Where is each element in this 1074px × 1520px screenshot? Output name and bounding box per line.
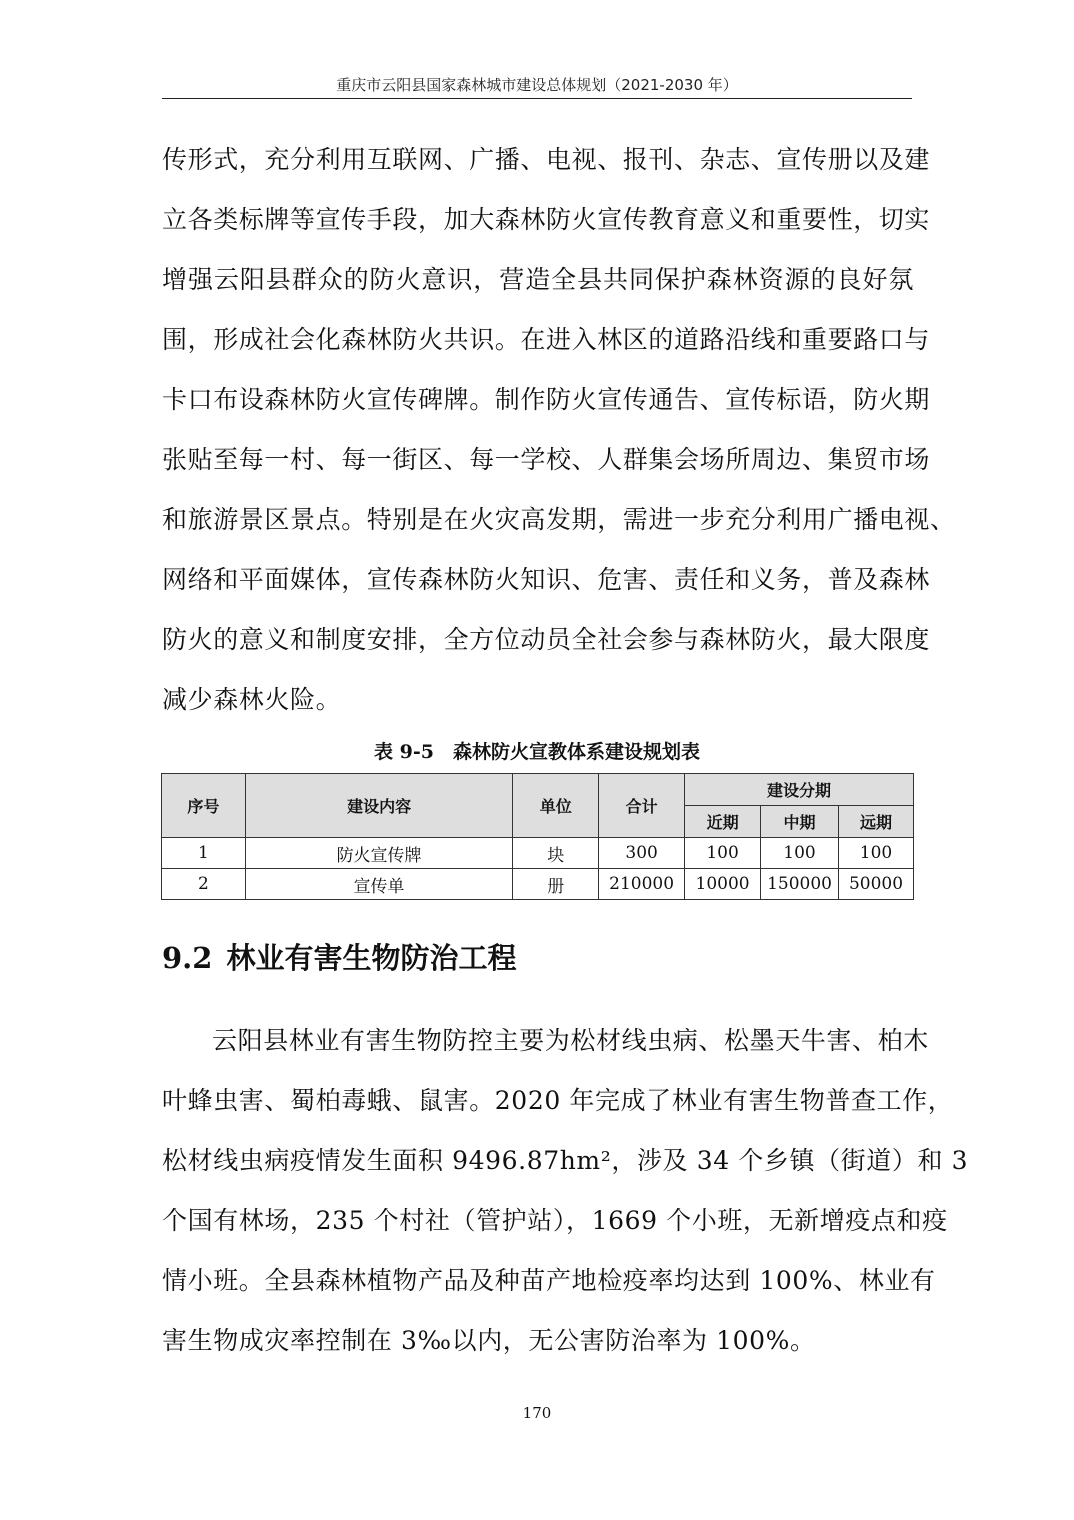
paragraph-pest-control <box>162 1011 969 1371</box>
cell-seq: 1 <box>162 838 246 869</box>
cell-unit: 块 <box>513 838 599 869</box>
cell-mid: 100 <box>761 838 839 869</box>
text-line: 个国有林场，235 个村社（管护站），1669 个小班，无新增疫点和疫 <box>162 1206 948 1235</box>
header-near: 近期 <box>685 806 761 838</box>
table-row <box>162 838 914 869</box>
paragraph-fire-publicity <box>162 130 956 730</box>
header-total: 合计 <box>599 774 685 838</box>
section-title-text: 林业有害生物防治工程 <box>226 941 517 975</box>
table-caption: 表 9-5 森林防火宣教体系建设规划表 <box>374 741 700 763</box>
text-line: 立各类标牌等宣传手段，加大森林防火宣传教育意义和重要性，切实 <box>162 205 931 234</box>
text-line: 传形式，充分利用互联网、广播、电视、报刊、杂志、宣传册以及建 <box>162 145 931 174</box>
text-line: 减少森林火险。 <box>162 685 342 714</box>
section-heading <box>162 935 516 981</box>
header-mid: 中期 <box>761 806 839 838</box>
header-unit: 单位 <box>513 774 599 838</box>
text-line: 卡口布设森林防火宣传碑牌。制作防火宣传通告、宣传标语，防火期 <box>162 385 931 414</box>
header-rule <box>162 98 912 99</box>
text-line: 云阳县林业有害生物防控主要为松材线虫病、松墨天牛害、柏木 <box>212 1026 929 1055</box>
cell-near: 100 <box>685 838 761 869</box>
running-header: 重庆市云阳县国家森林城市建设总体规划（2021-2030 年） <box>336 76 738 94</box>
cell-far: 50000 <box>839 869 914 900</box>
fire-education-plan-table <box>161 773 914 900</box>
text-line: 围，形成社会化森林防火共识。在进入林区的道路沿线和重要路口与 <box>162 325 931 354</box>
text-line: 情小班。全县森林植物产品及种苗产地检疫率均达到 100%、林业有 <box>162 1266 936 1295</box>
text-line: 害生物成灾率控制在 3‰以内，无公害防治率为 100%。 <box>162 1326 816 1355</box>
table-row <box>162 869 914 900</box>
header-phase: 建设分期 <box>685 774 914 806</box>
cell-mid: 150000 <box>761 869 839 900</box>
cell-content: 防火宣传牌 <box>245 838 512 869</box>
text-line: 网络和平面媒体，宣传森林防火知识、危害、责任和义务，普及森林 <box>162 565 931 594</box>
cell-far: 100 <box>839 838 914 869</box>
cell-unit: 册 <box>513 869 599 900</box>
text-line: 增强云阳县群众的防火意识，营造全县共同保护森林资源的良好氛 <box>162 265 914 294</box>
cell-near: 10000 <box>685 869 761 900</box>
header-far: 远期 <box>839 806 914 838</box>
text-line: 张贴至每一村、每一街区、每一学校、人群集会场所周边、集贸市场 <box>162 445 931 474</box>
cell-seq: 2 <box>162 869 246 900</box>
cell-total: 300 <box>599 838 685 869</box>
text-line: 叶蜂虫害、蜀柏毒蛾、鼠害。2020 年完成了林业有害生物普查工作， <box>162 1086 954 1115</box>
section-number: 9.2 <box>162 941 213 975</box>
text-line: 松材线虫病疫情发生面积 9496.87hm²，涉及 34 个乡镇（街道）和 3 <box>162 1146 969 1175</box>
cell-content: 宣传单 <box>245 869 512 900</box>
text-line: 防火的意义和制度安排，全方位动员全社会参与森林防火，最大限度 <box>162 625 931 654</box>
page-number: 170 <box>522 1404 552 1422</box>
cell-total: 210000 <box>599 869 685 900</box>
text-line: 和旅游景区景点。特别是在火灾高发期，需进一步充分利用广播电视、 <box>162 505 956 534</box>
header-content: 建设内容 <box>245 774 512 838</box>
header-seq: 序号 <box>162 774 246 838</box>
